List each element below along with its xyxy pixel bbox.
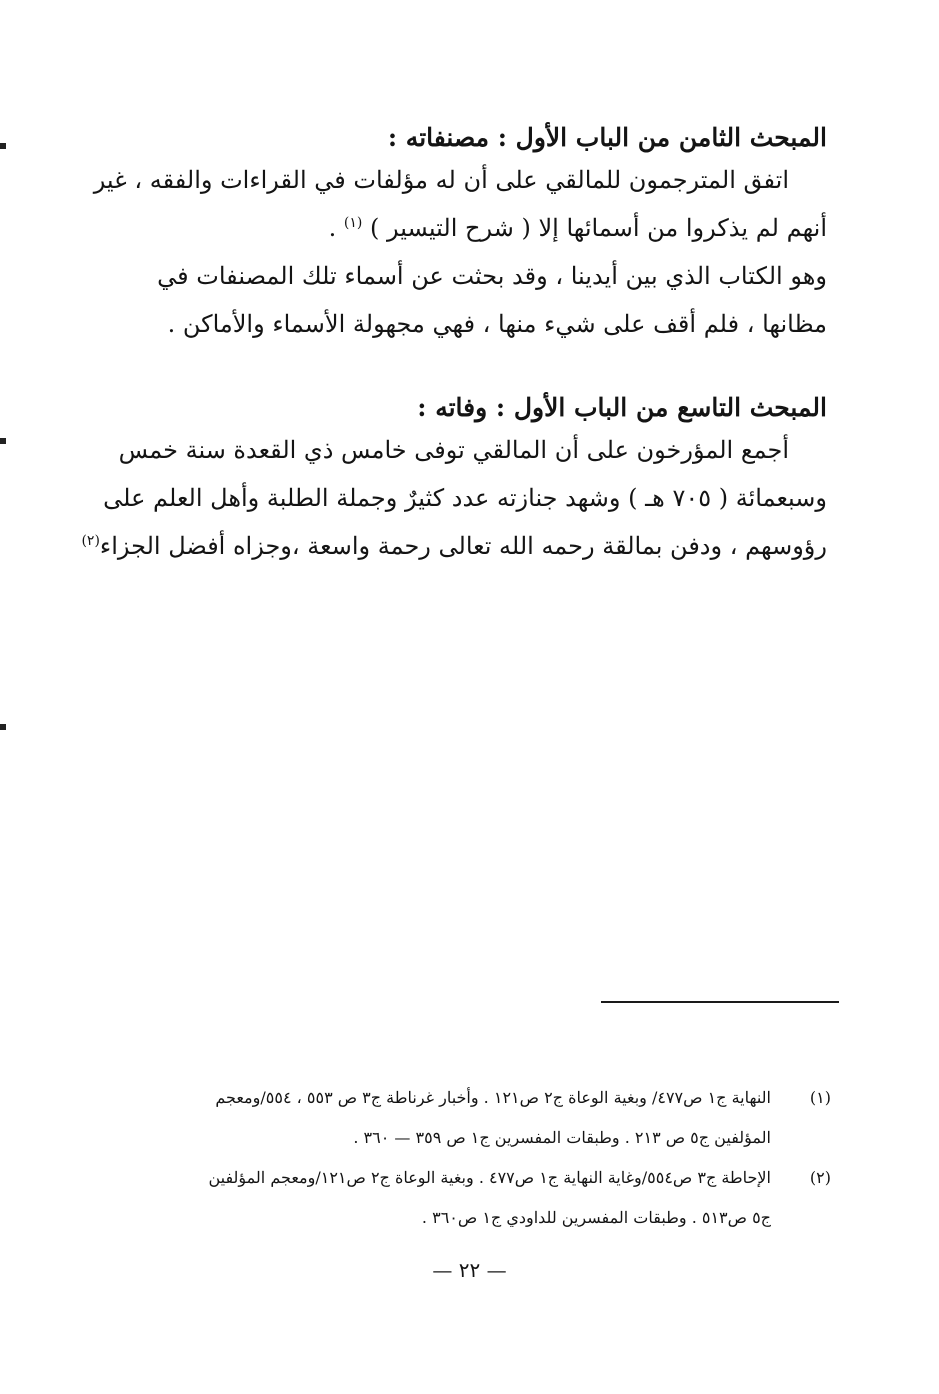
- section-heading-death: المبحث التاسع من الباب الأول : وفاته :: [417, 393, 827, 422]
- footnote-reference[interactable]: (١): [343, 215, 363, 231]
- footnote-number: (١): [809, 1088, 831, 1107]
- scan-edge-mark: [0, 724, 6, 730]
- footnote-line: ج٥ ص٥١٣ . وطبقات المفسرين للداودي ج١ ص٣٦٠ .: [421, 1208, 771, 1227]
- paragraph-line-text: رؤوسهم ، ودفن بمالقة رحمه الله تعالى رحمة واسعة ،وجزاه أفضل الجزاء: [99, 532, 827, 560]
- paragraph-line-text: أنهم لم يذكروا من أسمائها إلا ( شرح التيسير ): [370, 214, 827, 242]
- footnote-line: النهاية ج١ ص٤٧٧/ وبغية الوعاة ج٢ ص١٢١ . وأخبار غرناطة ج٣ ص ٥٥٣ ، ٥٥٤/ومعجم: [215, 1088, 771, 1107]
- footnote-item: [131, 1078, 831, 1158]
- scan-edge-mark: [0, 143, 6, 149]
- scan-edge-mark: [0, 438, 6, 444]
- footnote-item: [131, 1158, 831, 1238]
- footnote-line: المؤلفين ج٥ ص ٢١٣ . وطبقات المفسرين ج١ ص ٣٥٩ — ٣٦٠ .: [353, 1128, 771, 1147]
- paragraph-line: [81, 522, 827, 570]
- footnote-line: الإحاطة ج٣ ص٥٥٤/وغاية النهاية ج١ ص٤٧٧ . وبغية الوعاة ج٢ ص١٢١/ومعجم المؤلفين: [208, 1168, 771, 1187]
- footnote-reference[interactable]: (٢): [81, 533, 100, 549]
- paragraph-line: اتفق المترجمون للمالقي على أن له مؤلفات في القراءات والفقه ، غير: [93, 166, 789, 194]
- footnote-separator: [601, 1001, 839, 1003]
- section-paragraph-death: [81, 426, 827, 570]
- section-paragraph-works: [93, 156, 827, 348]
- paragraph-line: وسبعمائة ( ٧٠٥ هـ ) وشهد جنازته عدد كثيرٌ وجملة الطلبة وأهل العلم على: [103, 484, 827, 512]
- footnote-number: (٢): [809, 1168, 831, 1187]
- paragraph-line-end: .: [328, 214, 337, 242]
- page-number: — ٢٢ —: [432, 1258, 507, 1282]
- section-heading-works: المبحث الثامن من الباب الأول : مصنفاته :: [387, 123, 827, 152]
- paragraph-line: أجمع المؤرخون على أن المالقي توفى خامس ذي القعدة سنة خمس: [118, 436, 789, 464]
- paragraph-line: [127, 204, 827, 252]
- paragraph-line: مظانها ، فلم أقف على شيء منها ، فهي مجهولة الأسماء والأماكن .: [167, 310, 827, 338]
- paragraph-line: وهو الكتاب الذي بين أيدينا ، وقد بحثت عن أسماء تلك المصنفات في: [157, 262, 827, 290]
- footnotes: [131, 1078, 831, 1238]
